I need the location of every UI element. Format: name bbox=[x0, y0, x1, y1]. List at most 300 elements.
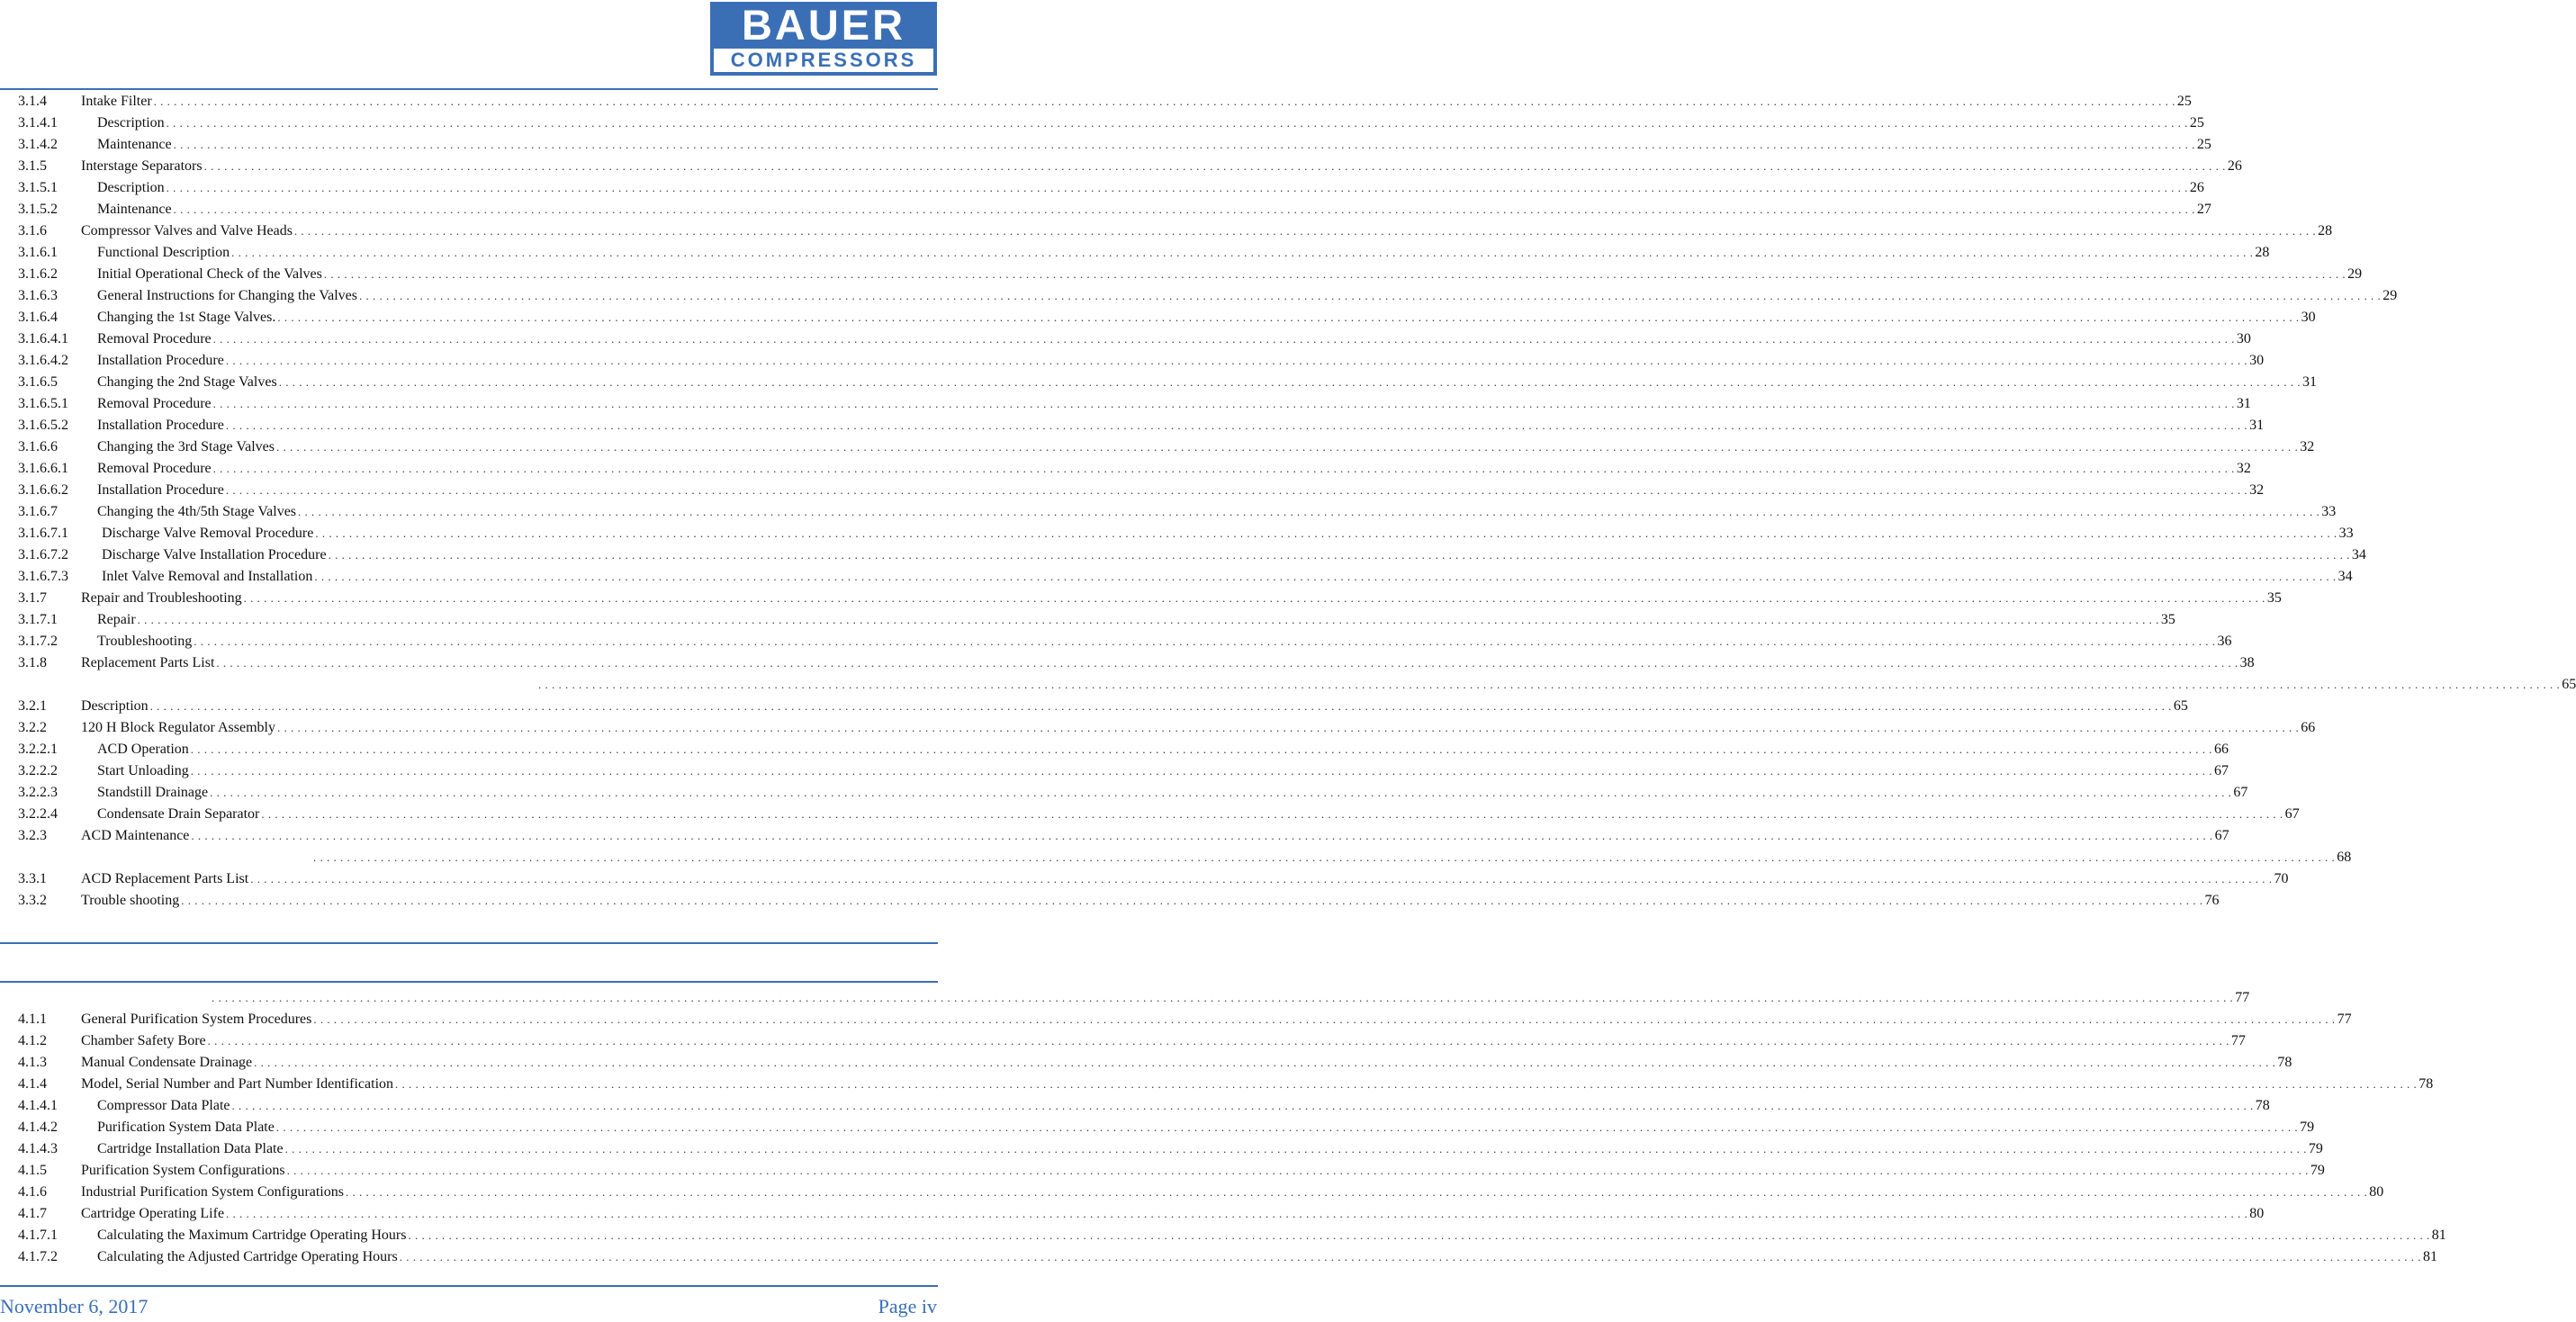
dot-leader: . . . . . . . . . . . . . . . . . . . . . . . . . . . . . . . . . . . . . . . . . . . . . . . . . . . . . . . . . . . . . . . . . . . . . . . . . . . . . . . . . . . . . . . . . . . . . . . . . . . . . . . . . . . . . . . . . . . . . . . . . . . . . . . . . . . . . . . . . . . . . . . . . . . . . . . . . . . . . . . . . . . . . . . . . . . . . . . . . . . . . . . . . . . . . . . . . . . . . . . . . . . . . . . . . . . . . . . . . . . . . . . . . . . . . . . . . . . . . . . . . . . . . . . . . . . . . . . . . . . . . . . . . . . . . . . . . . . . . . . . . . . . . . . . . . . . . . . . . . . . bbox=[212, 397, 2235, 410]
toc-entry-page: 66 bbox=[2301, 720, 2316, 735]
toc-entry-body bbox=[97, 782, 2248, 804]
toc-entry-number: 3.1.6 bbox=[18, 223, 47, 238]
toc-entry-body bbox=[97, 631, 2232, 652]
toc-entry-title: General Purification System Procedures bbox=[81, 1012, 312, 1027]
toc-entry-page: 79 bbox=[2300, 1120, 2315, 1135]
toc-entry-page: 77 bbox=[2230, 1033, 2246, 1048]
toc-entry-body bbox=[97, 242, 2270, 264]
toc-entry[interactable] bbox=[0, 328, 2251, 350]
toc-entry-title: Condensate Drain Separator bbox=[97, 806, 260, 822]
toc-entry-title: 120 H Block Regulator Assembly bbox=[81, 720, 275, 735]
toc-entry-number: 4.1.4.1 bbox=[18, 1098, 58, 1113]
toc-entry[interactable] bbox=[0, 847, 2352, 868]
toc-entry[interactable] bbox=[0, 804, 2300, 825]
toc-entry-number: 3.1.4 bbox=[18, 94, 47, 109]
toc-entry-number: 3.1.5.2 bbox=[18, 202, 58, 217]
toc-entry-page: 81 bbox=[2422, 1249, 2437, 1264]
toc-entry-number: 3.1.6.1 bbox=[18, 245, 58, 260]
dot-leader: . . . . . . . . . . . . . . . . . . . . . . . . . . . . . . . . . . . . . . . . . . . . . . . . . . . . . . . . . . . . . . . . . . . . . . . . . . . . . . . . . . . . . . . . . . . . . . . . . . . . . . . . . . . . . . . . . . . . . . . . . . . . . . . . . . . . . . . . . . . . . . . . . . . . . . . . . . . . . . . . . . . . . . . . . . . . . . . . . . . . . . . . . . . . . . . . . . . . . . . . . . . . . . . . . . . . . . . . . . . . . . . . . . . . . . . . . . . . . . . . . . . . . . . . . . . . . . . . . . . . . . . . . . . . . . . . . . . . . . . . . . . . . . . . . . . . . . . . . . . . bbox=[261, 807, 2283, 821]
toc-entry-page: 29 bbox=[2347, 266, 2363, 282]
footer-rule bbox=[0, 1285, 938, 1287]
toc-entry-number: 4.1.4.3 bbox=[18, 1141, 58, 1156]
toc-entry-title: Calculating the Maximum Cartridge Operating Hours bbox=[97, 1228, 407, 1243]
toc-entry-page: 29 bbox=[2382, 288, 2398, 303]
toc-entry-page: 31 bbox=[2301, 374, 2317, 390]
toc-entry-title: Changing the 4th/5th Stage Valves bbox=[97, 504, 297, 519]
toc-entry-body bbox=[97, 134, 2211, 156]
toc-entry-body bbox=[97, 1095, 2270, 1117]
logo-wordmark: BAUER bbox=[741, 1, 906, 49]
toc-entry-page: 70 bbox=[2274, 871, 2289, 886]
toc-entry[interactable] bbox=[0, 415, 2265, 436]
toc-entry-title: Removal Procedure bbox=[97, 396, 212, 411]
toc-entry[interactable] bbox=[0, 156, 2242, 177]
toc-entry-body bbox=[81, 868, 2289, 890]
toc-entry-page: 77 bbox=[2337, 1012, 2352, 1027]
toc-entry-body bbox=[311, 847, 2352, 868]
toc-entry-page: 77 bbox=[2235, 990, 2250, 1005]
toc-entry[interactable] bbox=[0, 566, 2353, 588]
toc-entry[interactable] bbox=[0, 1030, 2246, 1052]
toc-entry-number: 4.1.7.1 bbox=[18, 1228, 58, 1243]
dot-leader: . . . . . . . . . . . . . . . . . . . . . . . . . . . . . . . . . . . . . . . . . . . . . . . . . . . . . . . . . . . . . . . . . . . . . . . . . . . . . . . . . . . . . . . . . . . . . . . . . . . . . . . . . . . . . . . . . . . . . . . . . . . . . . . . . . . . . . . . . . . . . . . . . . . . . . . . . . . . . . . . . . . . . . . . . . . . . . . . . . . . . . . . . . . . . . . . . . . . . . . . . . . . . . . . . . . . . . . . . . . . . . . . . . . . . . . . . . . . . . . . . . . . . . . . . . . . . . . . . . . . . . . . . . . . . . . . . . . . . . . . . . . . . . . . . . . . . . . . . . . . bbox=[278, 375, 2301, 389]
toc-entry[interactable] bbox=[0, 868, 2289, 890]
toc-entry-body bbox=[97, 1225, 2446, 1246]
toc-entry-page: 36 bbox=[2217, 634, 2232, 649]
toc-entry-page: 35 bbox=[2266, 590, 2282, 606]
toc-entry-title: Manual Condensate Drainage bbox=[81, 1055, 253, 1070]
toc-entry-body bbox=[81, 652, 2255, 674]
toc-entry-body bbox=[81, 156, 2242, 177]
toc-entry[interactable] bbox=[0, 1225, 2446, 1246]
toc-entry-page: 30 bbox=[2301, 310, 2316, 325]
dot-leader: . . . . . . . . . . . . . . . . . . . . . . . . . . . . . . . . . . . . . . . . . . . . . . . . . . . . . . . . . . . . . . . . . . . . . . . . . . . . . . . . . . . . . . . . . . . . . . . . . . . . . . . . . . . . . . . . . . . . . . . . . . . . . . . . . . . . . . . . . . . . . . . . . . . . . . . . . . . . . . . . . . . . . . . . . . . . . . . . . . . . . . . . . . . . . . . . . . . . . . . . . . . . . . . . . . . . . . . . . . . . . . . . . . . . . . . . . . . . . . . . . . . . . . . . . . . . . . . . . . . . . . . . . . . . . . . . . . . . . . . . . . . . . . . . . . . . . . . . . . . . bbox=[166, 181, 2188, 194]
toc-entry[interactable] bbox=[0, 588, 2282, 609]
toc-entry-title: Industrial Purification System Configurations bbox=[81, 1184, 344, 1200]
toc-entry-title: Start Unloading bbox=[97, 763, 189, 778]
toc-entry-title: Discharge Valve Removal Procedure bbox=[102, 526, 314, 541]
dot-leader: . . . . . . . . . . . . . . . . . . . . . . . . . . . . . . . . . . . . . . . . . . . . . . . . . . . . . . . . . . . . . . . . . . . . . . . . . . . . . . . . . . . . . . . . . . . . . . . . . . . . . . . . . . . . . . . . . . . . . . . . . . . . . . . . . . . . . . . . . . . . . . . . . . . . . . . . . . . . . . . . . . . . . . . . . . . . . . . . . . . . . . . . . . . . . . . . . . . . . . . . . . . . . . . . . . . . . . . . . . . . . . . . . . . . . . . . . . . . . . . . . . . . . . . . . . . . . . . . . . . . . . . . . . . . . . . . . . . . . . . . . . . . . . . . . . . . . . . . . . . . bbox=[250, 872, 2273, 886]
toc-entry-page: 35 bbox=[2160, 612, 2175, 627]
toc-entry[interactable] bbox=[0, 393, 2251, 415]
toc-entry[interactable] bbox=[0, 674, 2576, 696]
toc-entry[interactable] bbox=[0, 436, 2315, 458]
toc-entry-number: 3.2.2.4 bbox=[18, 806, 58, 822]
toc-entry-body bbox=[97, 177, 2204, 199]
toc-entry-title: Discharge Valve Installation Procedure bbox=[102, 547, 327, 562]
toc-entry-number: 3.1.6.4.2 bbox=[18, 353, 68, 368]
toc-entry-body bbox=[97, 609, 2175, 631]
dot-leader: . . . . . . . . . . . . . . . . . . . . . . . . . . . . . . . . . . . . . . . . . . . . . . . . . . . . . . . . . . . . . . . . . . . . . . . . . . . . . . . . . . . . . . . . . . . . . . . . . . . . . . . . . . . . . . . . . . . . . . . . . . . . . . . . . . . . . . . . . . . . . . . . . . . . . . . . . . . . . . . . . . . . . . . . . . . . . . . . . . . . . . . . . . . . . . . . . . . . . . . . . . . . . . . . . . . . . . . . . . . . . . . . . . . . . . . . . . . . . . . . . . . . . . . . . . . . . . . . . . . . . . . . . . . . . . . . . . . . . . . . . . . . . . . . . . . . . . . . . . . . bbox=[166, 116, 2188, 130]
footer-date: November 6, 2017 bbox=[0, 1295, 149, 1318]
toc-entry-number: 3.3.1 bbox=[18, 871, 47, 886]
toc-entry-title: Description bbox=[81, 698, 149, 714]
toc-entry-body bbox=[97, 760, 2229, 782]
section-divider-top bbox=[0, 942, 938, 944]
toc-entry-number: 3.1.6.6.1 bbox=[18, 461, 68, 476]
toc-entry-page: 67 bbox=[2214, 763, 2229, 778]
dot-leader: . . . . . . . . . . . . . . . . . . . . . . . . . . . . . . . . . . . . . . . . . . . . . . . . . . . . . . . . . . . . . . . . . . . . . . . . . . . . . . . . . . . . . . . . . . . . . . . . . . . . . . . . . . . . . . . . . . . . . . . . . . . . . . . . . . . . . . . . . . . . . . . . . . . . . . . . . . . . . . . . . . . . . . . . . . . . . . . . . . . . . . . . . . . . . . . . . . . . . . . . . . . . . . . . . . . . . . . . . . . . . . . . . . . . . . . . . . . . . . . . . . . . . . . . . . . . . . . . . . . . . . . . . . . . . . . . . . . . . . . . . . . . . . . . . . . . . . . . . . . . bbox=[225, 354, 2248, 367]
toc-entry[interactable] bbox=[0, 523, 2354, 544]
toc-entry-page: 68 bbox=[2337, 850, 2352, 865]
toc-entry[interactable] bbox=[0, 1009, 2352, 1030]
dot-leader: . . . . . . . . . . . . . . . . . . . . . . . . . . . . . . . . . . . . . . . . . . . . . . . . . . . . . . . . . . . . . . . . . . . . . . . . . . . . . . . . . . . . . . . . . . . . . . . . . . . . . . . . . . . . . . . . . . . . . . . . . . . . . . . . . . . . . . . . . . . . . . . . . . . . . . . . . . . . . . . . . . . . . . . . . . . . . . . . . . . . . . . . . . . . . . . . . . . . . . . . . . . . . . . . . . . . . . . . . . . . . . . . . . . . . . . . . . . . . . . . . . . . . . . . . . . . . . . . . . . . . . . . . . . . . . . . . . . . . . . . . . . . . . . . . . . . . . . . . . . . bbox=[173, 202, 2195, 216]
toc-entry-body bbox=[97, 501, 2337, 523]
toc-entry-number: 3.1.6.7.3 bbox=[18, 569, 68, 584]
toc-entry-page: 25 bbox=[2196, 137, 2211, 152]
dot-leader: . . . . . . . . . . . . . . . . . . . . . . . . . . . . . . . . . . . . . . . . . . . . . . . . . . . . . . . . . . . . . . . . . . . . . . . . . . . . . . . . . . . . . . . . . . . . . . . . . . . . . . . . . . . . . . . . . . . . . . . . . . . . . . . . . . . . . . . . . . . . . . . . . . . . . . . . . . . . . . . . . . . . . . . . . . . . . . . . . . . . . . . . . . . . . . . . . . . . . . . . . . . . . . . . . . . . . . . . . . . . . . . . . . . . . . . . . . . . . . . . . . . . . . . . . . . . . . . . . . . . . . . . . . . . . . . . . . . . . . . . . . . . . . . . . . . . . . . . . . . . bbox=[226, 1207, 2248, 1220]
toc-entry-page: 67 bbox=[2214, 828, 2229, 843]
dot-leader: . . . . . . . . . . . . . . . . . . . . . . . . . . . . . . . . . . . . . . . . . . . . . . . . . . . . . . . . . . . . . . . . . . . . . . . . . . . . . . . . . . . . . . . . . . . . . . . . . . . . . . . . . . . . . . . . . . . . . . . . . . . . . . . . . . . . . . . . . . . . . . . . . . . . . . . . . . . . . . . . . . . . . . . . . . . . . . . . . . . . . . . . . . . . . . . . . . . . . . . . . . . . . . . . . . . . . . . . . . . . . . . . . . . . . . . . . . . . . . . . . . . . . . . . . . . . . . . . . . . . . . . . . . . . . . . . . . . . . . . . . . . . . . . . . . . . . . . . . . . . bbox=[194, 634, 2216, 648]
toc-entry-number: 3.2.3 bbox=[18, 828, 47, 843]
toc-entry-page: 30 bbox=[2236, 331, 2251, 346]
toc-entry-number: 3.1.7.1 bbox=[18, 612, 58, 627]
toc-entry-number: 3.1.6.7 bbox=[18, 504, 58, 519]
toc-entry-number: 4.1.1 bbox=[18, 1012, 47, 1027]
toc-entry-page: 27 bbox=[2196, 202, 2211, 217]
toc-entry[interactable] bbox=[0, 1117, 2315, 1138]
toc-entry-body bbox=[81, 1052, 2292, 1074]
toc-entry[interactable] bbox=[0, 544, 2366, 566]
toc-entry[interactable] bbox=[0, 1052, 2292, 1074]
dot-leader: . . . . . . . . . . . . . . . . . . . . . . . . . . . . . . . . . . . . . . . . . . . . . . . . . . . . . . . . . . . . . . . . . . . . . . . . . . . . . . . . . . . . . . . . . . . . . . . . . . . . . . . . . . . . . . . . . . . . . . . . . . . . . . . . . . . . . . . . . . . . . . . . . . . . . . . . . . . . . . . . . . . . . . . . . . . . . . . . . . . . . . . . . . . . . . . . . . . . . . . . . . . . . . . . . . . . . . . . . . . . . . . . . . . . . . . . . . . . . . . . . . . . . . . . . . . . . . . . . . . . . . . . . . . . . . . . . . . . . . . . . . . . . . . . . . . . . . . . . . . . bbox=[313, 850, 2336, 864]
dot-leader: . . . . . . . . . . . . . . . . . . . . . . . . . . . . . . . . . . . . . . . . . . . . . . . . . . . . . . . . . . . . . . . . . . . . . . . . . . . . . . . . . . . . . . . . . . . . . . . . . . . . . . . . . . . . . . . . . . . . . . . . . . . . . . . . . . . . . . . . . . . . . . . . . . . . . . . . . . . . . . . . . . . . . . . . . . . . . . . . . . . . . . . . . . . . . . . . . . . . . . . . . . . . . . . . . . . . . . . . . . . . . . . . . . . . . . . . . . . . . . . . . . . . . . . . . . . . . . . . . . . . . . . . . . . . . . . . . . . . . . . . . . . . . . . . . . . . . . . . . . . . bbox=[203, 159, 2226, 173]
toc-entry-number: 3.1.6.2 bbox=[18, 266, 58, 282]
toc-entry-title: Changing the 2nd Stage Valves bbox=[97, 374, 277, 390]
toc-entry[interactable] bbox=[0, 652, 2255, 674]
toc-entry-page: 25 bbox=[2189, 115, 2204, 130]
dot-leader: . . . . . . . . . . . . . . . . . . . . . . . . . . . . . . . . . . . . . . . . . . . . . . . . . . . . . . . . . . . . . . . . . . . . . . . . . . . . . . . . . . . . . . . . . . . . . . . . . . . . . . . . . . . . . . . . . . . . . . . . . . . . . . . . . . . . . . . . . . . . . . . . . . . . . . . . . . . . . . . . . . . . . . . . . . . . . . . . . . . . . . . . . . . . . . . . . . . . . . . . . . . . . . . . . . . . . . . . . . . . . . . . . . . . . . . . . . . . . . . . . . . . . . . . . . . . . . . . . . . . . . . . . . . . . . . . . . . . . . . . . . . . . . . . . . . . . . . . . . . . bbox=[225, 418, 2248, 432]
toc-entry[interactable] bbox=[0, 134, 2211, 156]
toc-entry[interactable] bbox=[0, 220, 2333, 242]
dot-leader: . . . . . . . . . . . . . . . . . . . . . . . . . . . . . . . . . . . . . . . . . . . . . . . . . . . . . . . . . . . . . . . . . . . . . . . . . . . . . . . . . . . . . . . . . . . . . . . . . . . . . . . . . . . . . . . . . . . . . . . . . . . . . . . . . . . . . . . . . . . . . . . . . . . . . . . . . . . . . . . . . . . . . . . . . . . . . . . . . . . . . . . . . . . . . . . . . . . . . . . . . . . . . . . . . . . . . . . . . . . . . . . . . . . . . . . . . . . . . . . . . . . . . . . . . . . . . . . . . . . . . . . . . . . . . . . . . . . . . . . . . . . . . . . . . . . . . . . . . . . . bbox=[358, 289, 2382, 302]
toc-entry-body bbox=[97, 372, 2317, 393]
toc-entry-page: 79 bbox=[2310, 1163, 2325, 1178]
toc-entry[interactable] bbox=[0, 242, 2270, 264]
toc-entry-body bbox=[97, 458, 2251, 480]
toc-entry-number: 3.1.6.6 bbox=[18, 439, 58, 454]
toc-entry[interactable] bbox=[0, 264, 2363, 285]
toc-entry-page: 31 bbox=[2236, 396, 2251, 411]
toc-entry-page: 33 bbox=[2338, 526, 2354, 541]
dot-leader: . . . . . . . . . . . . . . . . . . . . . . . . . . . . . . . . . . . . . . . . . . . . . . . . . . . . . . . . . . . . . . . . . . . . . . . . . . . . . . . . . . . . . . . . . . . . . . . . . . . . . . . . . . . . . . . . . . . . . . . . . . . . . . . . . . . . . . . . . . . . . . . . . . . . . . . . . . . . . . . . . . . . . . . . . . . . . . . . . . . . . . . . . . . . . . . . . . . . . . . . . . . . . . . . . . . . . . . . . . . . . . . . . . . . . . . . . . . . . . . . . . . . . . . . . . . . . . . . . . . . . . . . . . . . . . . . . . . . . . . . . . . . . . . . . . . . . . . . . . . . bbox=[293, 224, 2317, 238]
toc-entry-body bbox=[81, 890, 2220, 912]
dot-leader: . . . . . . . . . . . . . . . . . . . . . . . . . . . . . . . . . . . . . . . . . . . . . . . . . . . . . . . . . . . . . . . . . . . . . . . . . . . . . . . . . . . . . . . . . . . . . . . . . . . . . . . . . . . . . . . . . . . . . . . . . . . . . . . . . . . . . . . . . . . . . . . . . . . . . . . . . . . . . . . . . . . . . . . . . . . . . . . . . . . . . . . . . . . . . . . . . . . . . . . . . . . . . . . . . . . . . . . . . . . . . . . . . . . . . . . . . . . . . . . . . . . . . . . . . . . . . . . . . . . . . . . . . . . . . . . . . . . . . . . . . . . . . . . . . . . . . . . . . . . . bbox=[408, 1228, 2430, 1242]
toc-entry-number: 4.1.4.2 bbox=[18, 1120, 58, 1135]
toc-entry-title: Chamber Safety Bore bbox=[81, 1033, 206, 1048]
footer-page-number: Page iv bbox=[878, 1295, 937, 1318]
toc-entry[interactable] bbox=[0, 285, 2398, 307]
toc-entry-page: 65 bbox=[2173, 698, 2188, 714]
toc-entry-page: 80 bbox=[2369, 1184, 2384, 1200]
toc-entry-number: 3.1.6.7.2 bbox=[18, 547, 68, 562]
toc-entry-page: 31 bbox=[2249, 418, 2265, 433]
toc-entry-body bbox=[81, 91, 2192, 112]
toc-entry[interactable] bbox=[0, 696, 2188, 717]
toc-entry-page: 34 bbox=[2351, 547, 2366, 562]
toc-entry-body bbox=[102, 566, 2353, 588]
dot-leader: . . . . . . . . . . . . . . . . . . . . . . . . . . . . . . . . . . . . . . . . . . . . . . . . . . . . . . . . . . . . . . . . . . . . . . . . . . . . . . . . . . . . . . . . . . . . . . . . . . . . . . . . . . . . . . . . . . . . . . . . . . . . . . . . . . . . . . . . . . . . . . . . . . . . . . . . . . . . . . . . . . . . . . . . . . . . . . . . . . . . . . . . . . . . . . . . . . . . . . . . . . . . . . . . . . . . . . . . . . . . . . . . . . . . . . . . . . . . . . . . . . . . . . . . . . . . . . . . . . . . . . . . . . . . . . . . . . . . . . . . . . . . . . . . . . . . . . . . . . . . bbox=[276, 721, 2300, 734]
toc-entry-title: Standstill Drainage bbox=[97, 785, 209, 800]
toc-entry-title: Calculating the Adjusted Cartridge Operating Hours bbox=[97, 1249, 398, 1264]
toc-entry-title: Repair bbox=[97, 612, 136, 627]
dot-leader: . . . . . . . . . . . . . . . . . . . . . . . . . . . . . . . . . . . . . . . . . . . . . . . . . . . . . . . . . . . . . . . . . . . . . . . . . . . . . . . . . . . . . . . . . . . . . . . . . . . . . . . . . . . . . . . . . . . . . . . . . . . . . . . . . . . . . . . . . . . . . . . . . . . . . . . . . . . . . . . . . . . . . . . . . . . . . . . . . . . . . . . . . . . . . . . . . . . . . . . . . . . . . . . . . . . . . . . . . . . . . . . . . . . . . . . . . . . . . . . . . . . . . . . . . . . . . . . . . . . . . . . . . . . . . . . . . . . . . . . . . . . . . . . . . . . . . . . . . . . . bbox=[243, 591, 2265, 605]
toc-entry-body bbox=[81, 220, 2333, 242]
toc-entry-title: Compressor Valves and Valve Heads bbox=[81, 223, 293, 238]
toc-entry-title: Interstage Separators bbox=[81, 158, 203, 174]
toc-entry-body bbox=[97, 480, 2265, 501]
dot-leader: . . . . . . . . . . . . . . . . . . . . . . . . . . . . . . . . . . . . . . . . . . . . . . . . . . . . . . . . . . . . . . . . . . . . . . . . . . . . . . . . . . . . . . . . . . . . . . . . . . . . . . . . . . . . . . . . . . . . . . . . . . . . . . . . . . . . . . . . . . . . . . . . . . . . . . . . . . . . . . . . . . . . . . . . . . . . . . . . . . . . . . . . . . . . . . . . . . . . . . . . . . . . . . . . . . . . . . . . . . . . . . . . . . . . . . . . . . . . . . . . . . . . . . . . . . . . . . . . . . . . . . . . . . . . . . . . . . . . . . . . . . . . . . . . . . . . . . . . . . . . bbox=[231, 246, 2254, 259]
toc-entry-title: Changing the 1st Stage Valves. bbox=[97, 310, 276, 325]
toc-entry-title: Description bbox=[97, 180, 165, 195]
toc-entry[interactable] bbox=[0, 307, 2316, 328]
dot-leader: . . . . . . . . . . . . . . . . . . . . . . . . . . . . . . . . . . . . . . . . . . . . . . . . . . . . . . . . . . . . . . . . . . . . . . . . . . . . . . . . . . . . . . . . . . . . . . . . . . . . . . . . . . . . . . . . . . . . . . . . . . . . . . . . . . . . . . . . . . . . . . . . . . . . . . . . . . . . . . . . . . . . . . . . . . . . . . . . . . . . . . . . . . . . . . . . . . . . . . . . . . . . . . . . . . . . . . . . . . . . . . . . . . . . . . . . . . . . . . . . . . . . . . . . . . . . . . . . . . . . . . . . . . . . . . . . . . . . . . . . . . . . . . . . . . . . . . . . . . . . bbox=[399, 1250, 2421, 1264]
toc-entry-body bbox=[102, 544, 2366, 566]
toc-entry[interactable] bbox=[0, 350, 2265, 372]
toc-entry-number: 3.1.6.6.2 bbox=[18, 482, 68, 498]
toc-entry-number: 3.1.8 bbox=[18, 655, 47, 670]
toc-entry[interactable] bbox=[0, 609, 2175, 631]
toc-entry[interactable] bbox=[0, 1095, 2270, 1117]
toc-entry[interactable] bbox=[0, 199, 2211, 220]
toc-entry-page: 33 bbox=[2321, 504, 2337, 519]
toc-entry-page: 81 bbox=[2431, 1228, 2446, 1243]
toc-entry-number: 3.1.6.4.1 bbox=[18, 331, 68, 346]
toc-entry-body bbox=[97, 804, 2300, 825]
section-divider-bottom bbox=[0, 981, 938, 983]
toc-entry-body bbox=[97, 436, 2315, 458]
toc-entry-body bbox=[81, 825, 2229, 847]
toc-entry[interactable] bbox=[0, 890, 2220, 912]
toc-entry[interactable] bbox=[0, 987, 2250, 1009]
dot-leader: . . . . . . . . . . . . . . . . . . . . . . . . . . . . . . . . . . . . . . . . . . . . . . . . . . . . . . . . . . . . . . . . . . . . . . . . . . . . . . . . . . . . . . . . . . . . . . . . . . . . . . . . . . . . . . . . . . . . . . . . . . . . . . . . . . . . . . . . . . . . . . . . . . . . . . . . . . . . . . . . . . . . . . . . . . . . . . . . . . . . . . . . . . . . . . . . . . . . . . . . . . . . . . . . . . . . . . . . . . . . . . . . . . . . . . . . . . . . . . . . . . . . . . . . . . . . . . . . . . . . . . . . . . . . . . . . . . . . . . . . . . . . . . . . . . . . . . . . . . . . bbox=[313, 1012, 2336, 1026]
toc-entry-title: Compressor Data Plate bbox=[97, 1098, 230, 1113]
toc-entry-number: 3.1.7.2 bbox=[18, 634, 58, 649]
toc-entry[interactable] bbox=[0, 1246, 2437, 1268]
dot-leader: . . . . . . . . . . . . . . . . . . . . . . . . . . . . . . . . . . . . . . . . . . . . . . . . . . . . . . . . . . . . . . . . . . . . . . . . . . . . . . . . . . . . . . . . . . . . . . . . . . . . . . . . . . . . . . . . . . . . . . . . . . . . . . . . . . . . . . . . . . . . . . . . . . . . . . . . . . . . . . . . . . . . . . . . . . . . . . . . . . . . . . . . . . . . . . . . . . . . . . . . . . . . . . . . . . . . . . . . . . . . . . . . . . . . . . . . . . . . . . . . . . . . . . . . . . . . . . . . . . . . . . . . . . . . . . . . . . . . . . . . . . . . . . . . . . . . . . . . . . . . bbox=[254, 1056, 2276, 1069]
dot-leader: . . . . . . . . . . . . . . . . . . . . . . . . . . . . . . . . . . . . . . . . . . . . . . . . . . . . . . . . . . . . . . . . . . . . . . . . . . . . . . . . . . . . . . . . . . . . . . . . . . . . . . . . . . . . . . . . . . . . . . . . . . . . . . . . . . . . . . . . . . . . . . . . . . . . . . . . . . . . . . . . . . . . . . . . . . . . . . . . . . . . . . . . . . . . . . . . . . . . . . . . . . . . . . . . . . . . . . . . . . . . . . . . . . . . . . . . . . . . . . . . . . . . . . . . . . . . . . . . . . . . . . . . . . . . . . . . . . . . . . . . . . . . . . . . . . . . . . . . . . . . bbox=[277, 310, 2300, 324]
toc-entry-number: 4.1.3 bbox=[18, 1055, 47, 1070]
toc-entry[interactable] bbox=[0, 631, 2232, 652]
toc-entry-body bbox=[81, 1160, 2325, 1182]
dot-leader: . . . . . . . . . . . . . . . . . . . . . . . . . . . . . . . . . . . . . . . . . . . . . . . . . . . . . . . . . . . . . . . . . . . . . . . . . . . . . . . . . . . . . . . . . . . . . . . . . . . . . . . . . . . . . . . . . . . . . . . . . . . . . . . . . . . . . . . . . . . . . . . . . . . . . . . . . . . . . . . . . . . . . . . . . . . . . . . . . . . . . . . . . . . . . . . . . . . . . . . . . . . . . . . . . . . . . . . . . . . . . . . . . . . . . . . . . . . . . . . . . . . . . . . . . . . . . . . . . . . . . . . . . . . . . . . . . . . . . . . . . . . . . . . . . . . . . . . . . . . . bbox=[225, 483, 2248, 497]
dot-leader: . . . . . . . . . . . . . . . . . . . . . . . . . . . . . . . . . . . . . . . . . . . . . . . . . . . . . . . . . . . . . . . . . . . . . . . . . . . . . . . . . . . . . . . . . . . . . . . . . . . . . . . . . . . . . . . . . . . . . . . . . . . . . . . . . . . . . . . . . . . . . . . . . . . . . . . . . . . . . . . . . . . . . . . . . . . . . . . . . . . . . . . . . . . . . . . . . . . . . . . . . . . . . . . . . . . . . . . . . . . . . . . . . . . . . . . . . . . . . . . . . . . . . . . . . . . . . . . . . . . . . . . . . . . . . . . . . . . . . . . . . . . . . . . . . . . . . . . . . . . . bbox=[314, 570, 2337, 583]
dot-leader: . . . . . . . . . . . . . . . . . . . . . . . . . . . . . . . . . . . . . . . . . . . . . . . . . . . . . . . . . . . . . . . . . . . . . . . . . . . . . . . . . . . . . . . . . . . . . . . . . . . . . . . . . . . . . . . . . . . . . . . . . . . . . . . . . . . . . . . . . . . . . . . . . . . . . . . . . . . . . . . . . . . . . . . . . . . . . . . . . . . . . . . . . . . . . . . . . . . . . . . . . . . . . . . . . . . . . . . . . . . . . . . . . . . . . . . . . . . . . . . . . . . . . . . . . . . . . . . . . . . . . . . . . . . . . . . . . . . . . . . . . . . . . . . . . . . . . . . . . . . . bbox=[323, 267, 2346, 281]
toc-entry-title: Cartridge Installation Data Plate bbox=[97, 1141, 284, 1156]
toc-entry[interactable] bbox=[0, 760, 2229, 782]
toc-entry-body bbox=[97, 328, 2251, 350]
toc-entry-body bbox=[97, 415, 2265, 436]
toc-entry[interactable] bbox=[0, 112, 2204, 134]
toc-entry-title: Model, Serial Number and Part Number Identification bbox=[81, 1076, 394, 1092]
toc-entry-body bbox=[81, 1030, 2246, 1052]
toc-entry-title: ACD Maintenance bbox=[81, 828, 190, 843]
toc-entry-page: 78 bbox=[2277, 1055, 2292, 1070]
toc-entry-number: 4.1.7.2 bbox=[18, 1249, 58, 1264]
dot-leader: . . . . . . . . . . . . . . . . . . . . . . . . . . . . . . . . . . . . . . . . . . . . . . . . . . . . . . . . . . . . . . . . . . . . . . . . . . . . . . . . . . . . . . . . . . . . . . . . . . . . . . . . . . . . . . . . . . . . . . . . . . . . . . . . . . . . . . . . . . . . . . . . . . . . . . . . . . . . . . . . . . . . . . . . . . . . . . . . . . . . . . . . . . . . . . . . . . . . . . . . . . . . . . . . . . . . . . . . . . . . . . . . . . . . . . . . . . . . . . . . . . . . . . . . . . . . . . . . . . . . . . . . . . . . . . . . . . . . . . . . . . . . . . . . . . . . . . . . . . . . bbox=[190, 742, 2213, 756]
dot-leader: . . . . . . . . . . . . . . . . . . . . . . . . . . . . . . . . . . . . . . . . . . . . . . . . . . . . . . . . . . . . . . . . . . . . . . . . . . . . . . . . . . . . . . . . . . . . . . . . . . . . . . . . . . . . . . . . . . . . . . . . . . . . . . . . . . . . . . . . . . . . . . . . . . . . . . . . . . . . . . . . . . . . . . . . . . . . . . . . . . . . . . . . . . . . . . . . . . . . . . . . . . . . . . . . . . . . . . . . . . . . . . . . . . . . . . . . . . . . . . . . . . . . . . . . . . . . . . . . . . . . . . . . . . . . . . . . . . . . . . . . . . . . . . . . . . . . . . . . . . . . bbox=[210, 786, 2232, 799]
dot-leader: . . . . . . . . . . . . . . . . . . . . . . . . . . . . . . . . . . . . . . . . . . . . . . . . . . . . . . . . . . . . . . . . . . . . . . . . . . . . . . . . . . . . . . . . . . . . . . . . . . . . . . . . . . . . . . . . . . . . . . . . . . . . . . . . . . . . . . . . . . . . . . . . . . . . . . . . . . . . . . . . . . . . . . . . . . . . . . . . . . . . . . . . . . . . . . . . . . . . . . . . . . . . . . . . . . . . . . . . . . . . . . . . . . . . . . . . . . . . . . . . . . . . . . . . . . . . . . . . . . . . . . . . . . . . . . . . . . . . . . . . . . . . . . . . . . . . . . . . . . . . bbox=[153, 94, 2175, 108]
toc-entry-title: Removal Procedure bbox=[97, 461, 212, 476]
toc-entry[interactable] bbox=[0, 739, 2229, 760]
toc-entry-title: Purification System Data Plate bbox=[97, 1120, 275, 1135]
toc-entry-title: Functional Description bbox=[97, 245, 230, 260]
toc-entry-title: Changing the 3rd Stage Valves bbox=[97, 439, 275, 454]
toc-entry-page: 78 bbox=[2418, 1076, 2434, 1092]
toc-entry-body bbox=[81, 1203, 2265, 1225]
dot-leader: . . . . . . . . . . . . . . . . . . . . . . . . . . . . . . . . . . . . . . . . . . . . . . . . . . . . . . . . . . . . . . . . . . . . . . . . . . . . . . . . . . . . . . . . . . . . . . . . . . . . . . . . . . . . . . . . . . . . . . . . . . . . . . . . . . . . . . . . . . . . . . . . . . . . . . . . . . . . . . . . . . . . . . . . . . . . . . . . . . . . . . . . . . . . . . . . . . . . . . . . . . . . . . . . . . . . . . . . . . . . . . . . . . . . . . . . . . . . . . . . . . . . . . . . . . . . . . . . . . . . . . . . . . . . . . . . . . . . . . . . . . . . . . . . . . . . . . . . . . . . bbox=[538, 678, 2561, 691]
toc-entry-title: Maintenance bbox=[97, 202, 172, 217]
toc-entry-title: Purification System Configurations bbox=[81, 1163, 285, 1178]
toc-entry-number: 3.1.6.7.1 bbox=[18, 526, 68, 541]
toc-entry-page: 26 bbox=[2227, 158, 2242, 174]
toc-entry-number: 3.2.2.1 bbox=[18, 742, 58, 757]
toc-entry-body bbox=[97, 1246, 2437, 1268]
toc-entry[interactable] bbox=[0, 91, 2192, 112]
toc-entry-page: 65 bbox=[2562, 677, 2576, 692]
toc-entry-body bbox=[210, 987, 2250, 1009]
toc-entry-page: 28 bbox=[2318, 223, 2333, 238]
dot-leader: . . . . . . . . . . . . . . . . . . . . . . . . . . . . . . . . . . . . . . . . . . . . . . . . . . . . . . . . . . . . . . . . . . . . . . . . . . . . . . . . . . . . . . . . . . . . . . . . . . . . . . . . . . . . . . . . . . . . . . . . . . . . . . . . . . . . . . . . . . . . . . . . . . . . . . . . . . . . . . . . . . . . . . . . . . . . . . . . . . . . . . . . . . . . . . . . . . . . . . . . . . . . . . . . . . . . . . . . . . . . . . . . . . . . . . . . . . . . . . . . . . . . . . . . . . . . . . . . . . . . . . . . . . . . . . . . . . . . . . . . . . . . . . . . . . . . . . . . . . . . bbox=[345, 1185, 2368, 1199]
toc-entry-number: 4.1.6 bbox=[18, 1184, 47, 1200]
toc-entry-page: 25 bbox=[2176, 94, 2192, 109]
dot-leader: . . . . . . . . . . . . . . . . . . . . . . . . . . . . . . . . . . . . . . . . . . . . . . . . . . . . . . . . . . . . . . . . . . . . . . . . . . . . . . . . . . . . . . . . . . . . . . . . . . . . . . . . . . . . . . . . . . . . . . . . . . . . . . . . . . . . . . . . . . . . . . . . . . . . . . . . . . . . . . . . . . . . . . . . . . . . . . . . . . . . . . . . . . . . . . . . . . . . . . . . . . . . . . . . . . . . . . . . . . . . . . . . . . . . . . . . . . . . . . . . . . . . . . . . . . . . . . . . . . . . . . . . . . . . . . . . . . . . . . . . . . . . . . . . . . . . . . . . . . . . bbox=[286, 1164, 2309, 1177]
toc-entry[interactable] bbox=[0, 717, 2316, 739]
toc-entry[interactable] bbox=[0, 1182, 2384, 1203]
toc-entry-number: 3.1.6.5 bbox=[18, 374, 58, 390]
toc-entry-title: Intake Filter bbox=[81, 94, 152, 109]
toc-entry-page: 78 bbox=[2255, 1098, 2270, 1113]
toc-entry-number: 4.1.4 bbox=[18, 1076, 47, 1092]
toc-entry-body bbox=[97, 307, 2316, 328]
toc-entry-body bbox=[97, 112, 2204, 134]
toc-entry-body bbox=[81, 1182, 2384, 1203]
toc-entry-title: Installation Procedure bbox=[97, 418, 224, 433]
toc-entry-body bbox=[81, 696, 2188, 717]
dot-leader: . . . . . . . . . . . . . . . . . . . . . . . . . . . . . . . . . . . . . . . . . . . . . . . . . . . . . . . . . . . . . . . . . . . . . . . . . . . . . . . . . . . . . . . . . . . . . . . . . . . . . . . . . . . . . . . . . . . . . . . . . . . . . . . . . . . . . . . . . . . . . . . . . . . . . . . . . . . . . . . . . . . . . . . . . . . . . . . . . . . . . . . . . . . . . . . . . . . . . . . . . . . . . . . . . . . . . . . . . . . . . . . . . . . . . . . . . . . . . . . . . . . . . . . . . . . . . . . . . . . . . . . . . . . . . . . . . . . . . . . . . . . . . . . . . . . . . . . . . . . . bbox=[315, 526, 2337, 540]
toc-entry-page: 67 bbox=[2233, 785, 2248, 800]
toc-entry-page: 76 bbox=[2204, 893, 2220, 908]
dot-leader: . . . . . . . . . . . . . . . . . . . . . . . . . . . . . . . . . . . . . . . . . . . . . . . . . . . . . . . . . . . . . . . . . . . . . . . . . . . . . . . . . . . . . . . . . . . . . . . . . . . . . . . . . . . . . . . . . . . . . . . . . . . . . . . . . . . . . . . . . . . . . . . . . . . . . . . . . . . . . . . . . . . . . . . . . . . . . . . . . . . . . . . . . . . . . . . . . . . . . . . . . . . . . . . . . . . . . . . . . . . . . . . . . . . . . . . . . . . . . . . . . . . . . . . . . . . . . . . . . . . . . . . . . . . . . . . . . . . . . . . . . . . . . . . . . . . . . . . . . . . . bbox=[190, 764, 2213, 778]
toc-entry[interactable] bbox=[0, 782, 2248, 804]
dot-leader: . . . . . . . . . . . . . . . . . . . . . . . . . . . . . . . . . . . . . . . . . . . . . . . . . . . . . . . . . . . . . . . . . . . . . . . . . . . . . . . . . . . . . . . . . . . . . . . . . . . . . . . . . . . . . . . . . . . . . . . . . . . . . . . . . . . . . . . . . . . . . . . . . . . . . . . . . . . . . . . . . . . . . . . . . . . . . . . . . . . . . . . . . . . . . . . . . . . . . . . . . . . . . . . . . . . . . . . . . . . . . . . . . . . . . . . . . . . . . . . . . . . . . . . . . . . . . . . . . . . . . . . . . . . . . . . . . . . . . . . . . . . . . . . . . . . . . . . . . . . . bbox=[216, 656, 2238, 670]
toc-entry-title: General Instructions for Changing the Valves bbox=[97, 288, 357, 303]
toc-entry-body bbox=[81, 1074, 2434, 1095]
toc-entry-body bbox=[97, 199, 2211, 220]
toc-entry-number: 3.2.1 bbox=[18, 698, 47, 714]
toc-entry[interactable] bbox=[0, 1074, 2434, 1095]
toc-entry-body bbox=[97, 393, 2251, 415]
toc-entry-body bbox=[97, 1117, 2315, 1138]
toc-entry-number: 3.1.6.5.2 bbox=[18, 418, 68, 433]
toc-entry-title: Initial Operational Check of the Valves bbox=[97, 266, 322, 282]
toc-entry-body bbox=[97, 1138, 2323, 1160]
toc-entry-page: 38 bbox=[2239, 655, 2255, 670]
dot-leader: . . . . . . . . . . . . . . . . . . . . . . . . . . . . . . . . . . . . . . . . . . . . . . . . . . . . . . . . . . . . . . . . . . . . . . . . . . . . . . . . . . . . . . . . . . . . . . . . . . . . . . . . . . . . . . . . . . . . . . . . . . . . . . . . . . . . . . . . . . . . . . . . . . . . . . . . . . . . . . . . . . . . . . . . . . . . . . . . . . . . . . . . . . . . . . . . . . . . . . . . . . . . . . . . . . . . . . . . . . . . . . . . . . . . . . . . . . . . . . . . . . . . . . . . . . . . . . . . . . . . . . . . . . . . . . . . . . . . . . . . . . . . . . . . . . . . . . . . . . . . bbox=[276, 440, 2299, 454]
toc-entry-body bbox=[97, 739, 2229, 760]
toc-entry-body bbox=[81, 1009, 2352, 1030]
toc-entry[interactable] bbox=[0, 501, 2337, 523]
dot-leader: . . . . . . . . . . . . . . . . . . . . . . . . . . . . . . . . . . . . . . . . . . . . . . . . . . . . . . . . . . . . . . . . . . . . . . . . . . . . . . . . . . . . . . . . . . . . . . . . . . . . . . . . . . . . . . . . . . . . . . . . . . . . . . . . . . . . . . . . . . . . . . . . . . . . . . . . . . . . . . . . . . . . . . . . . . . . . . . . . . . . . . . . . . . . . . . . . . . . . . . . . . . . . . . . . . . . . . . . . . . . . . . . . . . . . . . . . . . . . . . . . . . . . . . . . . . . . . . . . . . . . . . . . . . . . . . . . . . . . . . . . . . . . . . . . . . . . . . . . . . . bbox=[284, 1142, 2307, 1156]
toc-entry-number: 3.1.4.1 bbox=[18, 115, 58, 130]
toc-entry-page: 26 bbox=[2189, 180, 2204, 195]
toc-entry[interactable] bbox=[0, 1160, 2325, 1182]
toc-entry-number: 3.1.6.3 bbox=[18, 288, 58, 303]
dot-leader: . . . . . . . . . . . . . . . . . . . . . . . . . . . . . . . . . . . . . . . . . . . . . . . . . . . . . . . . . . . . . . . . . . . . . . . . . . . . . . . . . . . . . . . . . . . . . . . . . . . . . . . . . . . . . . . . . . . . . . . . . . . . . . . . . . . . . . . . . . . . . . . . . . . . . . . . . . . . . . . . . . . . . . . . . . . . . . . . . . . . . . . . . . . . . . . . . . . . . . . . . . . . . . . . . . . . . . . . . . . . . . . . . . . . . . . . . . . . . . . . . . . . . . . . . . . . . . . . . . . . . . . . . . . . . . . . . . . . . . . . . . . . . . . . . . . . . . . . . . . . bbox=[181, 894, 2203, 907]
toc-entry-page: 32 bbox=[2300, 439, 2315, 454]
toc-entry-number: 4.1.7 bbox=[18, 1206, 47, 1221]
toc-entry-number: 3.2.2.3 bbox=[18, 785, 58, 800]
toc-entry[interactable] bbox=[0, 1138, 2323, 1160]
dot-leader: . . . . . . . . . . . . . . . . . . . . . . . . . . . . . . . . . . . . . . . . . . . . . . . . . . . . . . . . . . . . . . . . . . . . . . . . . . . . . . . . . . . . . . . . . . . . . . . . . . . . . . . . . . . . . . . . . . . . . . . . . . . . . . . . . . . . . . . . . . . . . . . . . . . . . . . . . . . . . . . . . . . . . . . . . . . . . . . . . . . . . . . . . . . . . . . . . . . . . . . . . . . . . . . . . . . . . . . . . . . . . . . . . . . . . . . . . . . . . . . . . . . . . . . . . . . . . . . . . . . . . . . . . . . . . . . . . . . . . . . . . . . . . . . . . . . . . . . . . . . . bbox=[395, 1077, 2418, 1091]
dot-leader: . . . . . . . . . . . . . . . . . . . . . . . . . . . . . . . . . . . . . . . . . . . . . . . . . . . . . . . . . . . . . . . . . . . . . . . . . . . . . . . . . . . . . . . . . . . . . . . . . . . . . . . . . . . . . . . . . . . . . . . . . . . . . . . . . . . . . . . . . . . . . . . . . . . . . . . . . . . . . . . . . . . . . . . . . . . . . . . . . . . . . . . . . . . . . . . . . . . . . . . . . . . . . . . . . . . . . . . . . . . . . . . . . . . . . . . . . . . . . . . . . . . . . . . . . . . . . . . . . . . . . . . . . . . . . . . . . . . . . . . . . . . . . . . . . . . . . . . . . . . . bbox=[137, 613, 2159, 626]
toc-entry-number: 4.1.2 bbox=[18, 1033, 47, 1048]
dot-leader: . . . . . . . . . . . . . . . . . . . . . . . . . . . . . . . . . . . . . . . . . . . . . . . . . . . . . . . . . . . . . . . . . . . . . . . . . . . . . . . . . . . . . . . . . . . . . . . . . . . . . . . . . . . . . . . . . . . . . . . . . . . . . . . . . . . . . . . . . . . . . . . . . . . . . . . . . . . . . . . . . . . . . . . . . . . . . . . . . . . . . . . . . . . . . . . . . . . . . . . . . . . . . . . . . . . . . . . . . . . . . . . . . . . . . . . . . . . . . . . . . . . . . . . . . . . . . . . . . . . . . . . . . . . . . . . . . . . . . . . . . . . . . . . . . . . . . . . . . . . . bbox=[231, 1099, 2254, 1112]
toc-entry-page: 32 bbox=[2249, 482, 2265, 498]
toc-entry-title: Troubleshooting bbox=[97, 634, 193, 649]
toc-entry-page: 34 bbox=[2337, 569, 2353, 584]
dot-leader: . . . . . . . . . . . . . . . . . . . . . . . . . . . . . . . . . . . . . . . . . . . . . . . . . . . . . . . . . . . . . . . . . . . . . . . . . . . . . . . . . . . . . . . . . . . . . . . . . . . . . . . . . . . . . . . . . . . . . . . . . . . . . . . . . . . . . . . . . . . . . . . . . . . . . . . . . . . . . . . . . . . . . . . . . . . . . . . . . . . . . . . . . . . . . . . . . . . . . . . . . . . . . . . . . . . . . . . . . . . . . . . . . . . . . . . . . . . . . . . . . . . . . . . . . . . . . . . . . . . . . . . . . . . . . . . . . . . . . . . . . . . . . . . . . . . . . . . . . . . . bbox=[298, 505, 2320, 518]
toc-entry-title: Repair and Troubleshooting bbox=[81, 590, 242, 606]
toc-entry-page: 80 bbox=[2249, 1206, 2265, 1221]
toc-entry[interactable] bbox=[0, 1203, 2265, 1225]
toc-entry-title: Inlet Valve Removal and Installation bbox=[102, 569, 313, 584]
toc-entry-number: 3.1.6.4 bbox=[18, 310, 58, 325]
toc-entry[interactable] bbox=[0, 480, 2265, 501]
toc-entry-body bbox=[102, 523, 2354, 544]
toc-entry[interactable] bbox=[0, 825, 2229, 847]
toc-entry-body bbox=[97, 350, 2265, 372]
toc-entry-number: 3.1.7 bbox=[18, 590, 47, 606]
toc-entry-body bbox=[81, 717, 2316, 739]
dot-leader: . . . . . . . . . . . . . . . . . . . . . . . . . . . . . . . . . . . . . . . . . . . . . . . . . . . . . . . . . . . . . . . . . . . . . . . . . . . . . . . . . . . . . . . . . . . . . . . . . . . . . . . . . . . . . . . . . . . . . . . . . . . . . . . . . . . . . . . . . . . . . . . . . . . . . . . . . . . . . . . . . . . . . . . . . . . . . . . . . . . . . . . . . . . . . . . . . . . . . . . . . . . . . . . . . . . . . . . . . . . . . . . . . . . . . . . . . . . . . . . . . . . . . . . . . . . . . . . . . . . . . . . . . . . . . . . . . . . . . . . . . . . . . . . . . . . . . . . . . . . . bbox=[275, 1120, 2299, 1134]
dot-leader: . . . . . . . . . . . . . . . . . . . . . . . . . . . . . . . . . . . . . . . . . . . . . . . . . . . . . . . . . . . . . . . . . . . . . . . . . . . . . . . . . . . . . . . . . . . . . . . . . . . . . . . . . . . . . . . . . . . . . . . . . . . . . . . . . . . . . . . . . . . . . . . . . . . . . . . . . . . . . . . . . . . . . . . . . . . . . . . . . . . . . . . . . . . . . . . . . . . . . . . . . . . . . . . . . . . . . . . . . . . . . . . . . . . . . . . . . . . . . . . . . . . . . . . . . . . . . . . . . . . . . . . . . . . . . . . . . . . . . . . . . . . . . . . . . . . . . . . . . . . . bbox=[212, 332, 2235, 346]
dot-leader: . . . . . . . . . . . . . . . . . . . . . . . . . . . . . . . . . . . . . . . . . . . . . . . . . . . . . . . . . . . . . . . . . . . . . . . . . . . . . . . . . . . . . . . . . . . . . . . . . . . . . . . . . . . . . . . . . . . . . . . . . . . . . . . . . . . . . . . . . . . . . . . . . . . . . . . . . . . . . . . . . . . . . . . . . . . . . . . . . . . . . . . . . . . . . . . . . . . . . . . . . . . . . . . . . . . . . . . . . . . . . . . . . . . . . . . . . . . . . . . . . . . . . . . . . . . . . . . . . . . . . . . . . . . . . . . . . . . . . . . . . . . . . . . . . . . . . . . . . . . . bbox=[191, 829, 2213, 842]
toc-entry-page: 32 bbox=[2236, 461, 2251, 476]
toc-entry-page: 30 bbox=[2249, 353, 2265, 368]
logo-subtitle: COMPRESSORS bbox=[714, 49, 933, 72]
toc-entry-body bbox=[81, 588, 2282, 609]
toc-entry-number: 3.1.6.5.1 bbox=[18, 396, 68, 411]
toc-entry-title: Installation Procedure bbox=[97, 353, 224, 368]
dot-leader: . . . . . . . . . . . . . . . . . . . . . . . . . . . . . . . . . . . . . . . . . . . . . . . . . . . . . . . . . . . . . . . . . . . . . . . . . . . . . . . . . . . . . . . . . . . . . . . . . . . . . . . . . . . . . . . . . . . . . . . . . . . . . . . . . . . . . . . . . . . . . . . . . . . . . . . . . . . . . . . . . . . . . . . . . . . . . . . . . . . . . . . . . . . . . . . . . . . . . . . . . . . . . . . . . . . . . . . . . . . . . . . . . . . . . . . . . . . . . . . . . . . . . . . . . . . . . . . . . . . . . . . . . . . . . . . . . . . . . . . . . . . . . . . . . . . . . . . . . . . . bbox=[173, 138, 2195, 151]
toc-entry-number: 3.1.4.2 bbox=[18, 137, 58, 152]
toc-entry-body bbox=[536, 674, 2576, 696]
dot-leader: . . . . . . . . . . . . . . . . . . . . . . . . . . . . . . . . . . . . . . . . . . . . . . . . . . . . . . . . . . . . . . . . . . . . . . . . . . . . . . . . . . . . . . . . . . . . . . . . . . . . . . . . . . . . . . . . . . . . . . . . . . . . . . . . . . . . . . . . . . . . . . . . . . . . . . . . . . . . . . . . . . . . . . . . . . . . . . . . . . . . . . . . . . . . . . . . . . . . . . . . . . . . . . . . . . . . . . . . . . . . . . . . . . . . . . . . . . . . . . . . . . . . . . . . . . . . . . . . . . . . . . . . . . . . . . . . . . . . . . . . . . . . . . . . . . . . . . . . . . . . bbox=[149, 699, 2172, 713]
toc-entry-title: Replacement Parts List bbox=[81, 655, 215, 670]
toc-entry-number: 3.2.2.2 bbox=[18, 763, 58, 778]
toc-entry-title: ACD Replacement Parts List bbox=[81, 871, 249, 886]
toc-entry-number: 3.1.5.1 bbox=[18, 180, 58, 195]
toc-entry-title: Trouble shooting bbox=[81, 893, 180, 908]
toc-entry[interactable] bbox=[0, 372, 2317, 393]
header-rule bbox=[0, 88, 938, 90]
toc-entry-number: 3.1.5 bbox=[18, 158, 47, 174]
toc-entry-title: Installation Procedure bbox=[97, 482, 224, 498]
dot-leader: . . . . . . . . . . . . . . . . . . . . . . . . . . . . . . . . . . . . . . . . . . . . . . . . . . . . . . . . . . . . . . . . . . . . . . . . . . . . . . . . . . . . . . . . . . . . . . . . . . . . . . . . . . . . . . . . . . . . . . . . . . . . . . . . . . . . . . . . . . . . . . . . . . . . . . . . . . . . . . . . . . . . . . . . . . . . . . . . . . . . . . . . . . . . . . . . . . . . . . . . . . . . . . . . . . . . . . . . . . . . . . . . . . . . . . . . . . . . . . . . . . . . . . . . . . . . . . . . . . . . . . . . . . . . . . . . . . . . . . . . . . . . . . . . . . . . . . . . . . . . bbox=[212, 991, 2234, 1004]
dot-leader: . . . . . . . . . . . . . . . . . . . . . . . . . . . . . . . . . . . . . . . . . . . . . . . . . . . . . . . . . . . . . . . . . . . . . . . . . . . . . . . . . . . . . . . . . . . . . . . . . . . . . . . . . . . . . . . . . . . . . . . . . . . . . . . . . . . . . . . . . . . . . . . . . . . . . . . . . . . . . . . . . . . . . . . . . . . . . . . . . . . . . . . . . . . . . . . . . . . . . . . . . . . . . . . . . . . . . . . . . . . . . . . . . . . . . . . . . . . . . . . . . . . . . . . . . . . . . . . . . . . . . . . . . . . . . . . . . . . . . . . . . . . . . . . . . . . . . . . . . . . . bbox=[328, 548, 2350, 562]
toc-entry-number: 3.3.2 bbox=[18, 893, 47, 908]
toc-entry-body bbox=[97, 285, 2398, 307]
toc-entry-page: 79 bbox=[2308, 1141, 2323, 1156]
toc-entry-page: 67 bbox=[2284, 806, 2300, 822]
toc-entry-title: Description bbox=[97, 115, 165, 130]
toc-entry-title: Maintenance bbox=[97, 137, 172, 152]
toc-entry[interactable] bbox=[0, 177, 2204, 199]
dot-leader: . . . . . . . . . . . . . . . . . . . . . . . . . . . . . . . . . . . . . . . . . . . . . . . . . . . . . . . . . . . . . . . . . . . . . . . . . . . . . . . . . . . . . . . . . . . . . . . . . . . . . . . . . . . . . . . . . . . . . . . . . . . . . . . . . . . . . . . . . . . . . . . . . . . . . . . . . . . . . . . . . . . . . . . . . . . . . . . . . . . . . . . . . . . . . . . . . . . . . . . . . . . . . . . . . . . . . . . . . . . . . . . . . . . . . . . . . . . . . . . . . . . . . . . . . . . . . . . . . . . . . . . . . . . . . . . . . . . . . . . . . . . . . . . . . . . . . . . . . . . . bbox=[212, 462, 2235, 475]
toc-entry-body bbox=[97, 264, 2363, 285]
toc-entry[interactable] bbox=[0, 458, 2251, 480]
